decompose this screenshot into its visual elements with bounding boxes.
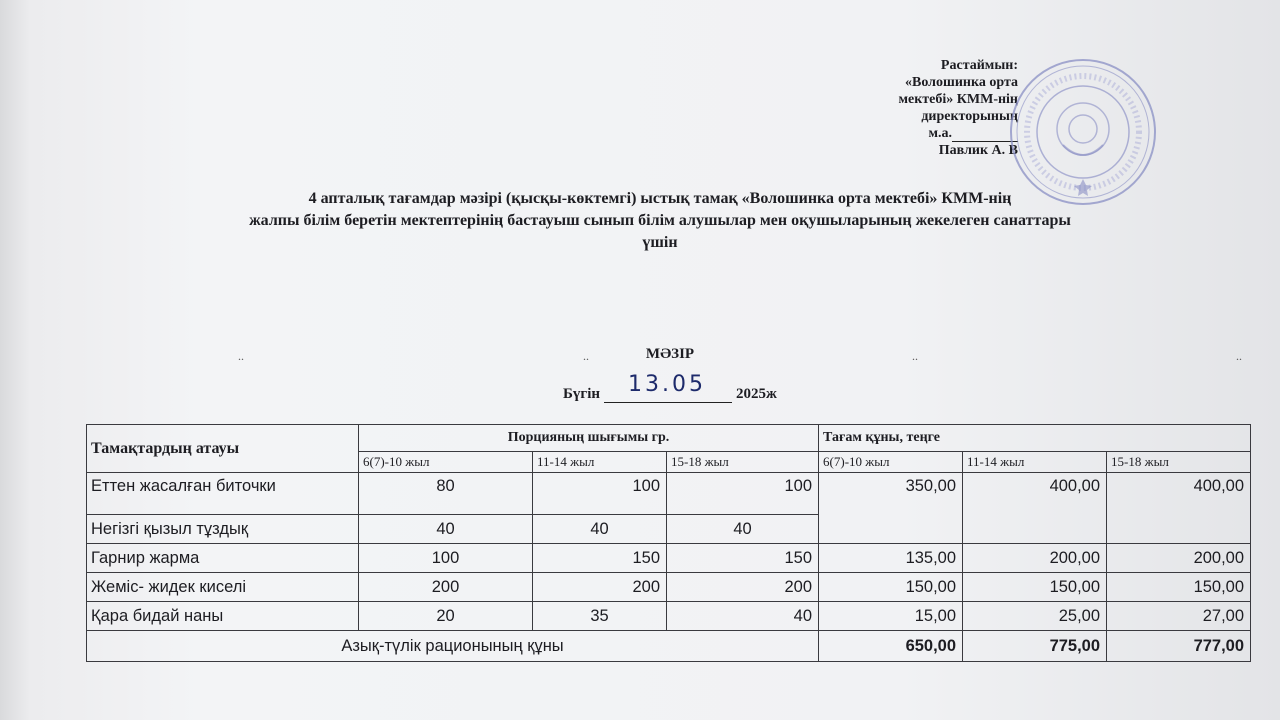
approval-line: директорының bbox=[921, 109, 1018, 124]
dish-name-cell: Қара бидай наны bbox=[87, 602, 359, 631]
menu-heading: МӘЗІР bbox=[645, 346, 695, 362]
dot-mark: .. bbox=[238, 349, 244, 363]
cost-cell: 15,00 bbox=[819, 602, 963, 631]
total-row bbox=[87, 631, 1251, 662]
cost-cell: 135,00 bbox=[819, 544, 963, 573]
portion-cell: 150 bbox=[533, 544, 667, 573]
approval-signature-line: м.а. bbox=[898, 125, 1018, 142]
portion-cell: 100 bbox=[359, 544, 533, 573]
title-line: 4 апталық тағамдар мәзірі (қысқы-көктемгі) ыстық тамақ «Волошинка орта мектебі» КММ-нің bbox=[308, 190, 1012, 207]
cost-cell: 150,00 bbox=[1107, 573, 1251, 602]
header-dish-name: Тамақтардың атауы bbox=[87, 425, 359, 473]
cost-cell: 25,00 bbox=[963, 602, 1107, 631]
dot-mark: .. bbox=[1236, 349, 1242, 363]
menu-table bbox=[86, 424, 1251, 662]
table-header-row bbox=[87, 425, 1251, 452]
cost-cell: 400,00 bbox=[1107, 473, 1251, 544]
table-row bbox=[87, 573, 1251, 602]
document-title bbox=[70, 188, 1250, 254]
portion-cell: 35 bbox=[533, 602, 667, 631]
portion-cell: 40 bbox=[533, 515, 667, 544]
portion-cell: 200 bbox=[533, 573, 667, 602]
age-group-cell: 11-14 жыл bbox=[963, 452, 1107, 473]
today-date-line: Бүгін 13.05 2025ж bbox=[563, 372, 777, 402]
title-line: үшін bbox=[642, 234, 678, 251]
header-cost: Тағам құны, теңге bbox=[819, 425, 1251, 452]
dish-name-cell: Жеміс- жидек киселі bbox=[87, 573, 359, 602]
cost-cell: 200,00 bbox=[963, 544, 1107, 573]
portion-cell: 40 bbox=[667, 515, 819, 544]
title-line: жалпы білім беретін мектептерінің бастауыш сынып білім алушылар мен оқушыларының жекелеген санаттары bbox=[249, 212, 1071, 229]
cost-cell: 400,00 bbox=[963, 473, 1107, 544]
total-cost-cell: 777,00 bbox=[1107, 631, 1251, 662]
official-seal-icon bbox=[1008, 57, 1158, 207]
dish-name-cell: Еттен жасалған биточки bbox=[87, 473, 359, 515]
dish-name-cell: Гарнир жарма bbox=[87, 544, 359, 573]
dish-name-cell: Негізгі қызыл тұздық bbox=[87, 515, 359, 544]
age-group-cell: 6(7)-10 жыл bbox=[359, 452, 533, 473]
portion-cell: 150 bbox=[667, 544, 819, 573]
total-cost-cell: 775,00 bbox=[963, 631, 1107, 662]
portion-cell: 80 bbox=[359, 473, 533, 515]
approval-line: Растаймын: bbox=[940, 58, 1018, 73]
table-row bbox=[87, 602, 1251, 631]
cost-cell: 200,00 bbox=[1107, 544, 1251, 573]
approval-line: «Волошинка орта bbox=[905, 75, 1018, 90]
table-row bbox=[87, 544, 1251, 573]
portion-cell: 40 bbox=[359, 515, 533, 544]
total-cost-cell: 650,00 bbox=[819, 631, 963, 662]
cost-cell: 27,00 bbox=[1107, 602, 1251, 631]
portion-cell: 20 bbox=[359, 602, 533, 631]
handwritten-date: 13.05 bbox=[628, 372, 707, 397]
total-label-cell: Азық-түлік рационының құны bbox=[87, 631, 819, 662]
portion-cell: 200 bbox=[359, 573, 533, 602]
portion-cell: 200 bbox=[667, 573, 819, 602]
approval-block bbox=[898, 57, 1018, 159]
age-group-cell: 15-18 жыл bbox=[1107, 452, 1251, 473]
dot-mark: .. bbox=[912, 349, 918, 363]
age-group-cell: 11-14 жыл bbox=[533, 452, 667, 473]
portion-cell: 100 bbox=[667, 473, 819, 515]
approval-line: мектебі» КММ-нің bbox=[898, 92, 1018, 107]
cost-cell: 350,00 bbox=[819, 473, 963, 544]
approval-line: Павлик А. В bbox=[938, 143, 1018, 158]
header-portion: Порцияның шығымы гр. bbox=[359, 425, 819, 452]
table-row bbox=[87, 473, 1251, 515]
portion-cell: 40 bbox=[667, 602, 819, 631]
age-group-cell: 6(7)-10 жыл bbox=[819, 452, 963, 473]
age-group-cell: 15-18 жыл bbox=[667, 452, 819, 473]
cost-cell: 150,00 bbox=[819, 573, 963, 602]
dot-mark: .. bbox=[583, 349, 589, 363]
cost-cell: 150,00 bbox=[963, 573, 1107, 602]
portion-cell: 100 bbox=[533, 473, 667, 515]
